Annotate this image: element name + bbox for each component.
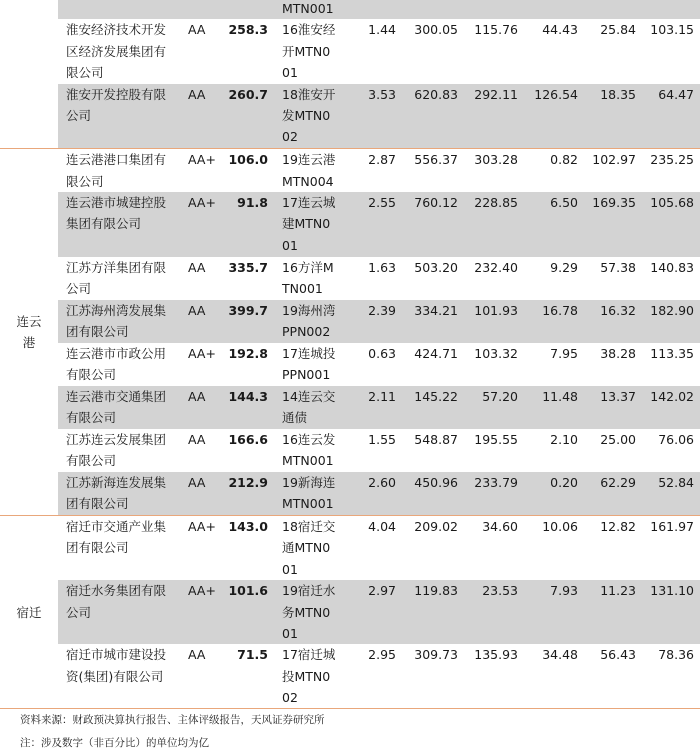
score-value: 144.3 — [228, 388, 268, 404]
score-value: 335.7 — [228, 259, 268, 275]
credit-rating: AA+ — [188, 583, 216, 599]
bond-name-cell — [276, 386, 350, 429]
metric-3-cell — [464, 472, 524, 515]
metric-3: 232.40 — [474, 259, 518, 275]
metric-2-cell — [402, 192, 464, 257]
credit-rating-cell — [176, 149, 226, 192]
metric-1-cell — [350, 644, 402, 708]
metric-4: 0.20 — [550, 474, 578, 490]
city-cell — [0, 0, 58, 149]
metric-5: 25.84 — [600, 22, 636, 38]
metric-2: 503.20 — [414, 259, 458, 275]
credit-rating: AA — [188, 302, 206, 318]
metric-1: 2.95 — [368, 647, 396, 663]
credit-rating: AA — [188, 259, 206, 275]
metric-5: 62.29 — [600, 474, 636, 490]
metric-5-cell — [584, 19, 642, 83]
metric-4-cell — [524, 300, 584, 343]
score-value: 101.6 — [228, 583, 268, 599]
metric-4: 44.43 — [542, 22, 578, 38]
metric-3-cell — [464, 257, 524, 300]
metric-6-cell — [642, 429, 700, 472]
credit-rating-cell — [176, 343, 226, 386]
company-name: 宿迁市交通产业集团有限公司 — [66, 518, 167, 556]
metric-5-cell — [584, 580, 642, 644]
city-cell — [0, 515, 58, 708]
bond-name-cell — [276, 580, 350, 644]
metric-6-cell — [642, 300, 700, 343]
company-name-cell — [58, 192, 176, 257]
metric-2-cell — [402, 644, 464, 708]
credit-rating: AA+ — [188, 518, 216, 534]
bond-name-cell — [276, 429, 350, 472]
score-value-cell — [226, 19, 276, 83]
metric-6-cell — [642, 257, 700, 300]
metric-1: 1.63 — [368, 259, 396, 275]
metric-5-cell — [584, 84, 642, 149]
bond-name-cell — [276, 84, 350, 149]
metric-3-cell — [464, 429, 524, 472]
company-name: 江苏连云发展集团有限公司 — [66, 431, 167, 469]
metric-6: 113.35 — [650, 345, 694, 361]
company-name-cell — [58, 515, 176, 580]
metric-5: 12.82 — [600, 518, 636, 534]
metric-4-cell — [524, 515, 584, 580]
metric-1-cell — [350, 0, 402, 19]
metric-2: 548.87 — [414, 431, 458, 447]
company-name: 连云港市交通集团有限公司 — [66, 388, 167, 426]
score-value: 91.8 — [237, 194, 268, 210]
metric-6-cell — [642, 386, 700, 429]
metric-3: 115.76 — [474, 22, 518, 38]
bond-name-cell — [276, 644, 350, 708]
metric-2-cell — [402, 300, 464, 343]
metric-6: 140.83 — [650, 259, 694, 275]
metric-4-cell — [524, 580, 584, 644]
metric-4: 16.78 — [542, 302, 578, 318]
bond-name: 17连云城建MTN001 — [282, 194, 336, 253]
metric-4-cell — [524, 149, 584, 192]
metric-5-cell — [584, 472, 642, 515]
bond-name: 16连云发MTN001 — [282, 431, 336, 469]
metric-4: 10.06 — [542, 518, 578, 534]
score-value: 399.7 — [228, 302, 268, 318]
metric-6-cell — [642, 515, 700, 580]
unit-note: 注：涉及数字（非百分比）的单位均为亿 — [20, 737, 209, 749]
metric-4-cell — [524, 472, 584, 515]
company-name-cell — [58, 386, 176, 429]
score-value: 106.0 — [228, 152, 268, 168]
metric-5-cell — [584, 257, 642, 300]
metric-3-cell — [464, 515, 524, 580]
company-name-cell — [58, 472, 176, 515]
metric-3: 292.11 — [474, 86, 518, 102]
metric-5: 38.28 — [600, 345, 636, 361]
metric-3: 101.93 — [474, 302, 518, 318]
table-row — [0, 580, 700, 644]
table-row — [0, 300, 700, 343]
company-name: 宿迁水务集团有限公司 — [66, 583, 167, 620]
bond-name-cell — [276, 472, 350, 515]
bond-name: 16方洋MTN001 — [282, 259, 334, 297]
company-name: 江苏海州湾发展集团有限公司 — [66, 302, 167, 340]
metric-6-cell — [642, 0, 700, 19]
metric-3: 228.85 — [474, 194, 518, 210]
metric-5: 16.32 — [600, 302, 636, 318]
metric-5-cell — [584, 149, 642, 192]
metric-2-cell — [402, 84, 464, 149]
metric-6-cell — [642, 343, 700, 386]
score-value: 192.8 — [228, 345, 268, 361]
metric-6: 142.02 — [650, 388, 694, 404]
metric-3-cell — [464, 644, 524, 708]
company-name-cell — [58, 19, 176, 83]
credit-rating-cell — [176, 257, 226, 300]
company-name-cell — [58, 84, 176, 149]
company-name: 连云港港口集团有限公司 — [66, 152, 167, 189]
metric-5-cell — [584, 386, 642, 429]
metric-1: 4.04 — [368, 518, 396, 534]
bond-name: 18淮安开发MTN002 — [282, 86, 336, 145]
metric-2-cell — [402, 149, 464, 192]
credit-rating-cell — [176, 300, 226, 343]
metric-1: 2.97 — [368, 583, 396, 599]
bond-name: 17连城投PPN001 — [282, 345, 336, 383]
metric-6-cell — [642, 192, 700, 257]
credit-rating-cell — [176, 429, 226, 472]
metric-4: 9.29 — [550, 259, 578, 275]
metric-6: 235.25 — [650, 152, 694, 168]
metric-5: 11.23 — [600, 583, 636, 599]
score-value-cell — [226, 472, 276, 515]
metric-2-cell — [402, 515, 464, 580]
metric-6: 131.10 — [650, 583, 694, 599]
credit-rating: AA — [188, 474, 206, 490]
metric-2-cell — [402, 0, 464, 19]
company-name-cell — [58, 0, 176, 19]
metric-4-cell — [524, 343, 584, 386]
bond-name-cell — [276, 515, 350, 580]
bond-name-cell — [276, 192, 350, 257]
metric-6: 64.47 — [658, 86, 694, 102]
metric-1-cell — [350, 257, 402, 300]
metric-4: 2.10 — [550, 431, 578, 447]
metric-2: 620.83 — [414, 86, 458, 102]
metric-1-cell — [350, 472, 402, 515]
table-row — [0, 515, 700, 580]
metric-6-cell — [642, 19, 700, 83]
metric-1-cell — [350, 386, 402, 429]
table-row — [0, 19, 700, 83]
metric-5-cell — [584, 300, 642, 343]
metric-3-cell — [464, 192, 524, 257]
metric-2: 450.96 — [414, 474, 458, 490]
bond-name-cell — [276, 19, 350, 83]
company-name-cell — [58, 149, 176, 192]
metric-1: 2.39 — [368, 302, 396, 318]
metric-6-cell — [642, 149, 700, 192]
metric-5: 13.37 — [600, 388, 636, 404]
metric-5: 57.38 — [600, 259, 636, 275]
credit-rating-cell — [176, 472, 226, 515]
metric-2-cell — [402, 19, 464, 83]
metric-1: 3.53 — [368, 86, 396, 102]
metric-1: 1.55 — [368, 431, 396, 447]
metric-5-cell — [584, 429, 642, 472]
metric-4-cell — [524, 192, 584, 257]
credit-rating: AA — [188, 431, 206, 447]
score-value: 212.9 — [228, 474, 268, 490]
metric-6: 76.06 — [658, 431, 694, 447]
city-name: 连云港 — [16, 313, 42, 350]
metric-3-cell — [464, 19, 524, 83]
bond-name-cell — [276, 300, 350, 343]
metric-3: 103.32 — [474, 345, 518, 361]
metric-5-cell — [584, 343, 642, 386]
company-name-cell — [58, 644, 176, 708]
metric-3-cell — [464, 0, 524, 19]
table-footer — [0, 708, 700, 750]
metric-2: 209.02 — [414, 518, 458, 534]
metric-5-cell — [584, 0, 642, 19]
metric-1: 2.55 — [368, 194, 396, 210]
metric-4-cell — [524, 386, 584, 429]
credit-rating: AA+ — [188, 194, 216, 210]
metric-1: 2.60 — [368, 474, 396, 490]
table-row — [0, 0, 700, 19]
metric-6: 78.36 — [658, 647, 694, 663]
bond-name-cell — [276, 257, 350, 300]
table-row — [0, 84, 700, 149]
metric-5: 18.35 — [600, 86, 636, 102]
metric-3-cell — [464, 149, 524, 192]
bond-name: 19连云港MTN004 — [282, 152, 336, 189]
metric-6: 161.97 — [650, 518, 694, 534]
company-name: 江苏新海连发展集团有限公司 — [66, 474, 167, 512]
score-value-cell — [226, 386, 276, 429]
bond-name-cell — [276, 343, 350, 386]
metric-3: 233.79 — [474, 474, 518, 490]
bond-name: 17宿迁城投MTN002 — [282, 647, 336, 706]
bond-name: 16淮安经开MTN001 — [282, 22, 336, 81]
credit-rating: AA — [188, 86, 206, 102]
bond-name: 18宿迁交通MTN001 — [282, 518, 336, 577]
table-row — [0, 472, 700, 515]
metric-3-cell — [464, 84, 524, 149]
metric-1: 2.87 — [368, 152, 396, 168]
metric-5-cell — [584, 192, 642, 257]
metric-2: 556.37 — [414, 152, 458, 168]
table-row — [0, 429, 700, 472]
metric-3-cell — [464, 300, 524, 343]
credit-rating: AA — [188, 388, 206, 404]
metric-3-cell — [464, 386, 524, 429]
credit-rating: AA — [188, 647, 206, 663]
metric-2: 119.83 — [414, 583, 458, 599]
metric-4-cell — [524, 257, 584, 300]
credit-rating: AA+ — [188, 345, 216, 361]
bond-name-cell — [276, 0, 350, 19]
score-value: 166.6 — [228, 431, 268, 447]
metric-3-cell — [464, 580, 524, 644]
metric-5: 25.00 — [600, 431, 636, 447]
metric-1-cell — [350, 343, 402, 386]
credit-rating: AA — [188, 22, 206, 38]
metric-3: 135.93 — [474, 647, 518, 663]
metric-5-cell — [584, 644, 642, 708]
metric-1: 0.63 — [368, 345, 396, 361]
company-name: 淮安经济技术开发区经济发展集团有限公司 — [66, 22, 167, 81]
score-value-cell — [226, 257, 276, 300]
metric-2: 424.71 — [414, 345, 458, 361]
table-row — [0, 343, 700, 386]
metric-1: 1.44 — [368, 22, 396, 38]
company-name-cell — [58, 580, 176, 644]
metric-1-cell — [350, 300, 402, 343]
company-name: 江苏方洋集团有限公司 — [66, 259, 167, 297]
metric-3: 57.20 — [482, 388, 518, 404]
credit-rating-cell — [176, 644, 226, 708]
bond-name: 19宿迁水务MTN001 — [282, 583, 336, 642]
metric-4: 34.48 — [542, 647, 578, 663]
metric-2-cell — [402, 429, 464, 472]
score-value-cell — [226, 644, 276, 708]
table-row — [0, 257, 700, 300]
metric-4: 0.82 — [550, 152, 578, 168]
score-value-cell — [226, 149, 276, 192]
credit-rating-cell — [176, 580, 226, 644]
company-name-cell — [58, 343, 176, 386]
score-value-cell — [226, 0, 276, 19]
metric-6: 105.68 — [650, 194, 694, 210]
metric-6: 182.90 — [650, 302, 694, 318]
metric-4: 7.93 — [550, 583, 578, 599]
company-name: 连云港市城建控股集团有限公司 — [66, 194, 167, 232]
metric-1-cell — [350, 515, 402, 580]
metric-4: 11.48 — [542, 388, 578, 404]
bond-name-cell — [276, 149, 350, 192]
source-note: 资料来源：财政预决算执行报告、主体评级报告，天风证券研究所 — [20, 714, 325, 726]
table-row — [0, 192, 700, 257]
credit-rating-cell — [176, 386, 226, 429]
metric-4-cell — [524, 19, 584, 83]
company-name-cell — [58, 300, 176, 343]
table-row — [0, 149, 700, 192]
city-name: 宿迁 — [16, 604, 42, 620]
company-name-cell — [58, 257, 176, 300]
metric-4-cell — [524, 0, 584, 19]
metric-2-cell — [402, 386, 464, 429]
credit-rating: AA+ — [188, 152, 216, 168]
metric-2: 334.21 — [414, 302, 458, 318]
metric-1: 2.11 — [368, 388, 396, 404]
metric-3: 23.53 — [482, 583, 518, 599]
metric-4: 126.54 — [534, 86, 578, 102]
metric-3: 34.60 — [482, 518, 518, 534]
metric-1-cell — [350, 580, 402, 644]
company-name-cell — [58, 429, 176, 472]
score-value: 143.0 — [228, 518, 268, 534]
score-value-cell — [226, 300, 276, 343]
metric-6-cell — [642, 472, 700, 515]
city-cell — [0, 149, 58, 516]
metric-1-cell — [350, 149, 402, 192]
metric-3-cell — [464, 343, 524, 386]
score-value-cell — [226, 580, 276, 644]
score-value-cell — [226, 343, 276, 386]
metric-6-cell — [642, 644, 700, 708]
credit-rating-cell — [176, 192, 226, 257]
metric-1-cell — [350, 192, 402, 257]
metric-5: 56.43 — [600, 647, 636, 663]
metric-6: 52.84 — [658, 474, 694, 490]
company-name: 宿迁市城市建设投资(集团)有限公司 — [66, 647, 167, 684]
metric-4-cell — [524, 84, 584, 149]
score-value: 71.5 — [237, 647, 268, 663]
metric-4: 6.50 — [550, 194, 578, 210]
metric-5: 102.97 — [592, 152, 636, 168]
bond-name: 19海州湾PPN002 — [282, 302, 336, 340]
metric-2: 309.73 — [414, 647, 458, 663]
metric-5-cell — [584, 515, 642, 580]
company-name: 淮安开发控股有限公司 — [66, 86, 167, 124]
credit-rating-cell — [176, 515, 226, 580]
score-value-cell — [226, 429, 276, 472]
metric-2: 300.05 — [414, 22, 458, 38]
table-row — [0, 386, 700, 429]
metric-2-cell — [402, 257, 464, 300]
metric-3: 195.55 — [474, 431, 518, 447]
metric-1-cell — [350, 19, 402, 83]
score-value-cell — [226, 515, 276, 580]
score-value-cell — [226, 192, 276, 257]
metric-2-cell — [402, 343, 464, 386]
metric-6-cell — [642, 84, 700, 149]
metric-2-cell — [402, 472, 464, 515]
metric-2-cell — [402, 580, 464, 644]
metric-6: 103.15 — [650, 22, 694, 38]
credit-rating-cell — [176, 19, 226, 83]
score-value: 258.3 — [228, 22, 268, 38]
bond-name: 14连云交通债 — [282, 388, 336, 426]
metric-3: 303.28 — [474, 152, 518, 168]
metric-2: 760.12 — [414, 194, 458, 210]
credit-rating-cell — [176, 84, 226, 149]
bond-name: 19新海连MTN001 — [282, 474, 336, 512]
metric-4: 7.95 — [550, 345, 578, 361]
metric-4-cell — [524, 644, 584, 708]
table-row — [0, 644, 700, 708]
company-name: 连云港市市政公用有限公司 — [66, 345, 167, 383]
score-value-cell — [226, 84, 276, 149]
metric-2: 145.22 — [414, 388, 458, 404]
credit-rating-cell — [176, 0, 226, 19]
metric-6-cell — [642, 580, 700, 644]
score-value: 260.7 — [228, 86, 268, 102]
metric-1-cell — [350, 429, 402, 472]
metric-1-cell — [350, 84, 402, 149]
bond-name: MTN001 — [282, 1, 334, 16]
metric-5: 169.35 — [592, 194, 636, 210]
metric-4-cell — [524, 429, 584, 472]
